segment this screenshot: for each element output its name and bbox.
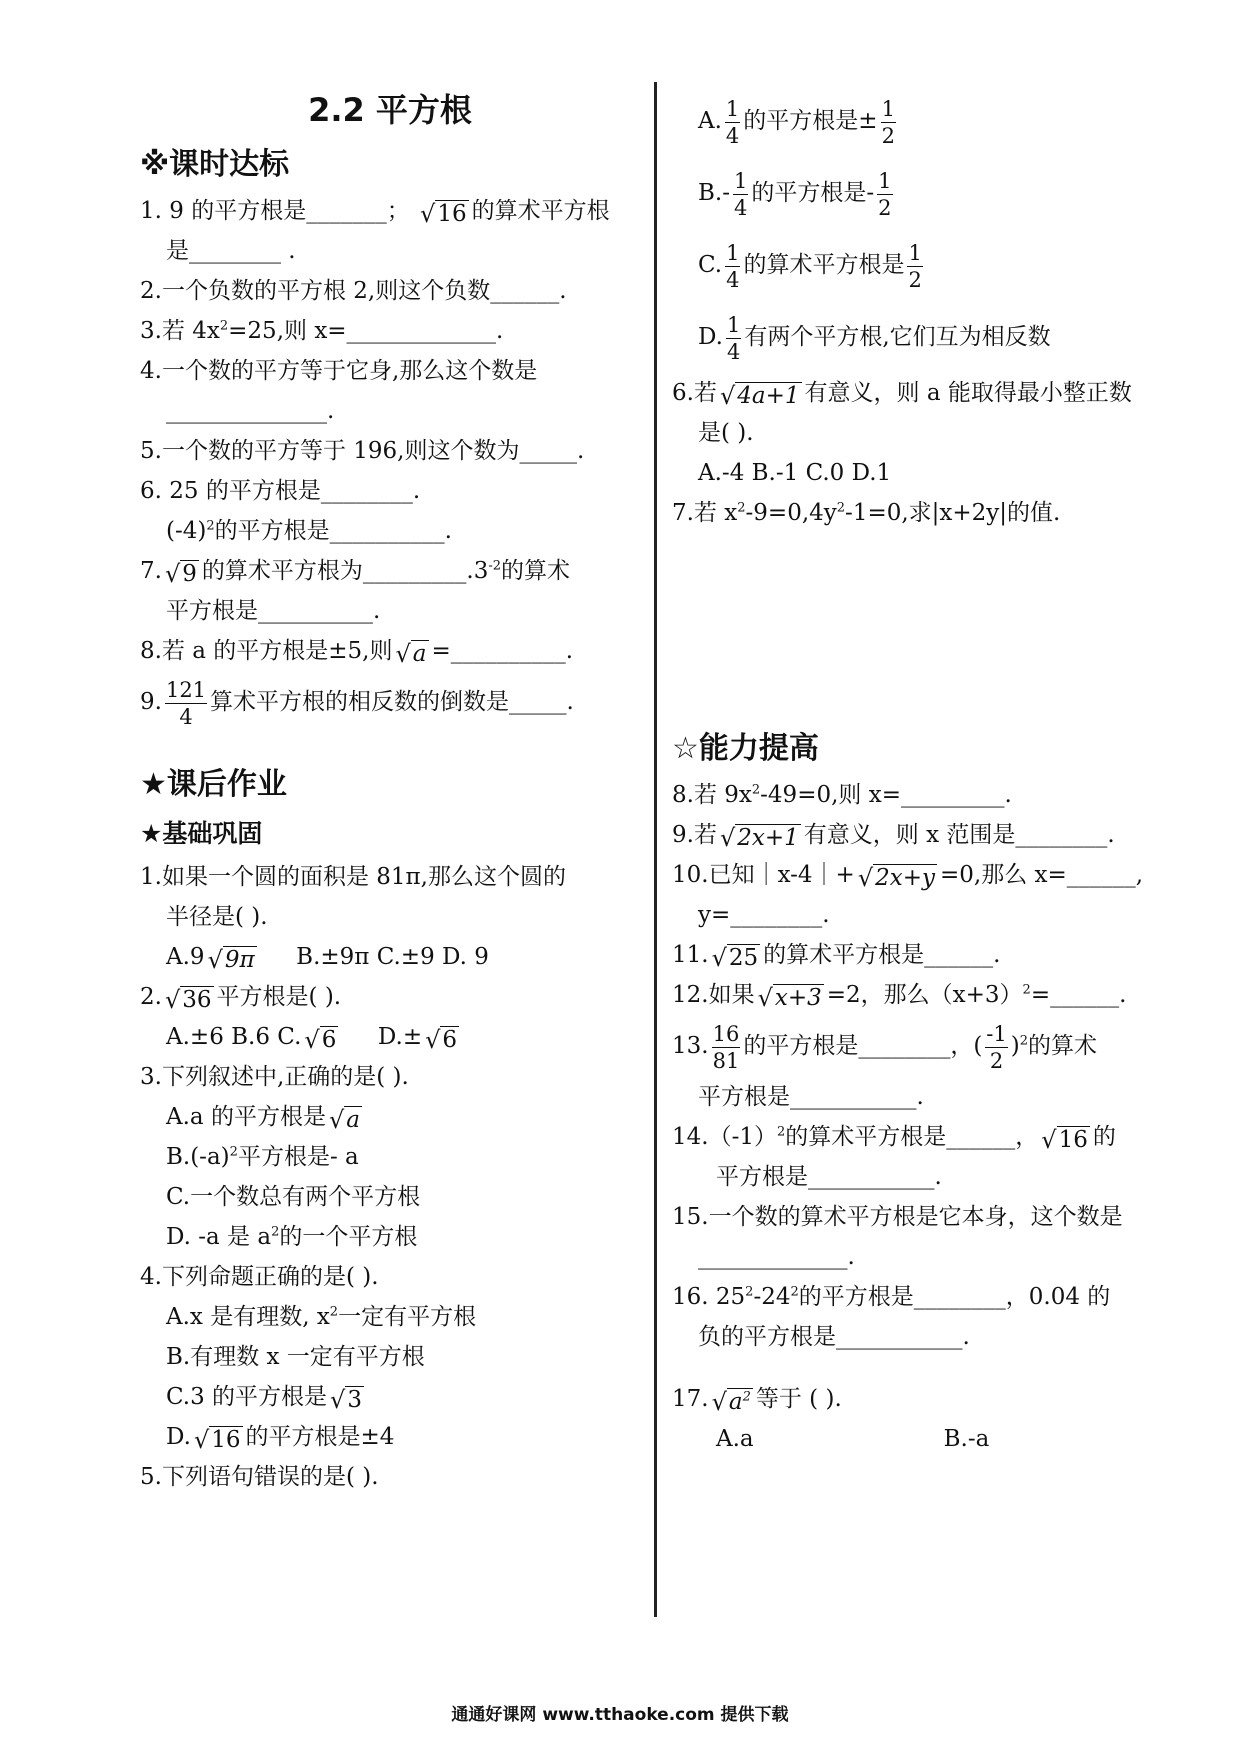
section-class-goal: ※课时达标 — [140, 147, 290, 182]
hw5-option-d: D. $\frac{1}{4}$ 有两个平方根,它们互为相反数 — [698, 312, 1051, 364]
hw-question-2-options: A.±6 B.6 C. √ 6 D.± √ 6 — [166, 1024, 458, 1054]
section-basic: ★基础巩固 — [140, 819, 263, 848]
hw-question-2: 2. √ 36 平方根是( ). — [140, 984, 342, 1014]
question-4: 4.一个数的平方等于它身,那么这个数是 — [140, 358, 538, 384]
footer-credit: 通通好课网 www.tthaoke.com 提供下载 — [451, 1705, 789, 1725]
column-divider — [654, 82, 657, 1617]
section-homework: ★课后作业 — [140, 767, 287, 802]
hw-question-6-options: A.-4 B.-1 C.0 D.1 — [698, 460, 892, 486]
hw5-option-b: B.- $\frac{1}{4}$ 的平方根是- $\frac{1}{2}$ — [698, 168, 892, 220]
question-14-cont: 平方根是___________. — [716, 1164, 942, 1190]
question-3: 3.若 $4x^2=25$,则 x=_____________. — [140, 318, 504, 344]
question-16-cont: 负的平方根是___________. — [698, 1324, 970, 1350]
question-8-improve: 8.若 $9x^2-49=0$,则 x=_________. — [672, 782, 1012, 808]
question-13: 13. $\frac{16}{81}$ 的平方根是________，( $\frac{-1}{2}$ )$^2$的算术 — [672, 1021, 1098, 1073]
question-13-cont: 平方根是___________. — [698, 1084, 924, 1110]
question-14: $14.(-1)^2$的算术平方根是______， √ 16 的 — [672, 1124, 1116, 1154]
hw-question-4-c: C.3 的平方根是 √ 3 — [166, 1384, 362, 1414]
hw-question-4-a: A.x 是有理数, $x^2$一定有平方根 — [166, 1304, 477, 1330]
question-9-improve: 9.若 √ 2x+1 有意义，则 x 范围是________. — [672, 822, 1115, 852]
question-17: 17. √ $a^2$ 等于 ( ). — [672, 1386, 842, 1416]
hw-question-3-a: A.a 的平方根是 √ a — [166, 1104, 360, 1134]
hw-question-5: 5.下列语句错误的是( ). — [140, 1464, 379, 1490]
hw5-option-c: C. $\frac{1}{4}$ 的算术平方根是 $\frac{1}{2}$ — [698, 240, 922, 292]
left-column — [140, 85, 640, 1497]
question-10: 10.已知｜x-4｜+ √ 2x+y =0,那么 x=______, — [672, 862, 1144, 892]
hw-question-4: 4.下列命题正确的是( ). — [140, 1264, 379, 1290]
question-16: 16. $25^2-24^2$的平方根是________，0.04 的 — [672, 1284, 1111, 1310]
question-4-cont: ______________. — [166, 398, 335, 424]
sqrt-16: √ 16 — [420, 200, 467, 228]
question-17-options: A.a B.-a — [716, 1426, 990, 1452]
hw-question-1-options: A.9 √ 9π B.±9π C.±9 D. 9 — [166, 944, 489, 974]
question-11: 11. √ 25 的算术平方根是______. — [672, 942, 1001, 972]
question-6: 6. 25 的平方根是________. — [140, 478, 421, 504]
sqrt-a: √ a — [395, 640, 427, 668]
hw-question-6: 6.若 √ 4a+1 有意义，则 a 能取得最小整正数 — [672, 380, 1132, 410]
question-2: 2.一个负数的平方根 2,则这个负数______. — [140, 278, 567, 304]
hw-question-1-cont: 半径是( ). — [166, 904, 268, 930]
hw-question-3-c: C.一个数总有两个平方根 — [166, 1184, 421, 1210]
hw-question-6-cont: 是( ). — [698, 420, 754, 446]
question-10-cont: y=________. — [698, 902, 830, 928]
right-column — [672, 85, 1192, 1459]
hw-question-3-b: $B.(-a)^2$平方根是- a — [166, 1144, 359, 1170]
hw-question-1: 1.如果一个圆的面积是 81π,那么这个圆的 — [140, 864, 566, 890]
hw5-option-a: A. $\frac{1}{4}$ 的平方根是± $\frac{1}{2}$ — [698, 96, 895, 148]
question-7-cont: 平方根是__________. — [166, 598, 381, 624]
hw-question-3-d: D. -a 是 $a^2$的一个平方根 — [166, 1224, 418, 1250]
question-1: 1. 9 的平方根是_______； √ 16 的算术平方根 — [140, 198, 610, 228]
question-6-cont: $(-4)^2$的平方根是__________. — [166, 518, 452, 544]
section-improve: ☆能力提高 — [672, 731, 819, 766]
question-15: 15.一个数的算术平方根是它本身，这个数是 — [672, 1204, 1123, 1230]
hw-question-4-b: B.有理数 x 一定有平方根 — [166, 1344, 425, 1370]
question-5: 5.一个数的平方等于 196,则这个数为_____. — [140, 438, 585, 464]
question-9: 9. $\frac{121}{4}$ 算术平方根的相反数的倒数是_____. — [140, 677, 574, 729]
question-8: 8.若 a 的平方根是±5,则 √ a =__________. — [140, 638, 574, 668]
page-title: 2.2 平方根 — [308, 91, 472, 129]
question-7: 7. √ 9 的算术平方根为$\_\_\_\_\_\_\_\_\_.3^{-2}$的算术 — [140, 558, 571, 588]
hw-question-3: 3.下列叙述中,正确的是( ). — [140, 1064, 409, 1090]
question-12: 12.如果 √ x+3 =2，那么$(x+3)^2=\_\_\_\_\_\_$. — [672, 982, 1127, 1012]
question-15-cont: _____________. — [698, 1244, 855, 1270]
hw-question-4-d: D. √ 16 的平方根是±4 — [166, 1424, 395, 1454]
sqrt-9: √ 9 — [164, 560, 197, 588]
fraction-121-4: $\frac{121}{4}$ — [165, 677, 207, 729]
question-1-cont: 是________ . — [166, 238, 296, 264]
hw-question-7: 7.若 $x^2-9=0,4y^2-1=0$,求|x+2y|的值. — [672, 500, 1061, 526]
